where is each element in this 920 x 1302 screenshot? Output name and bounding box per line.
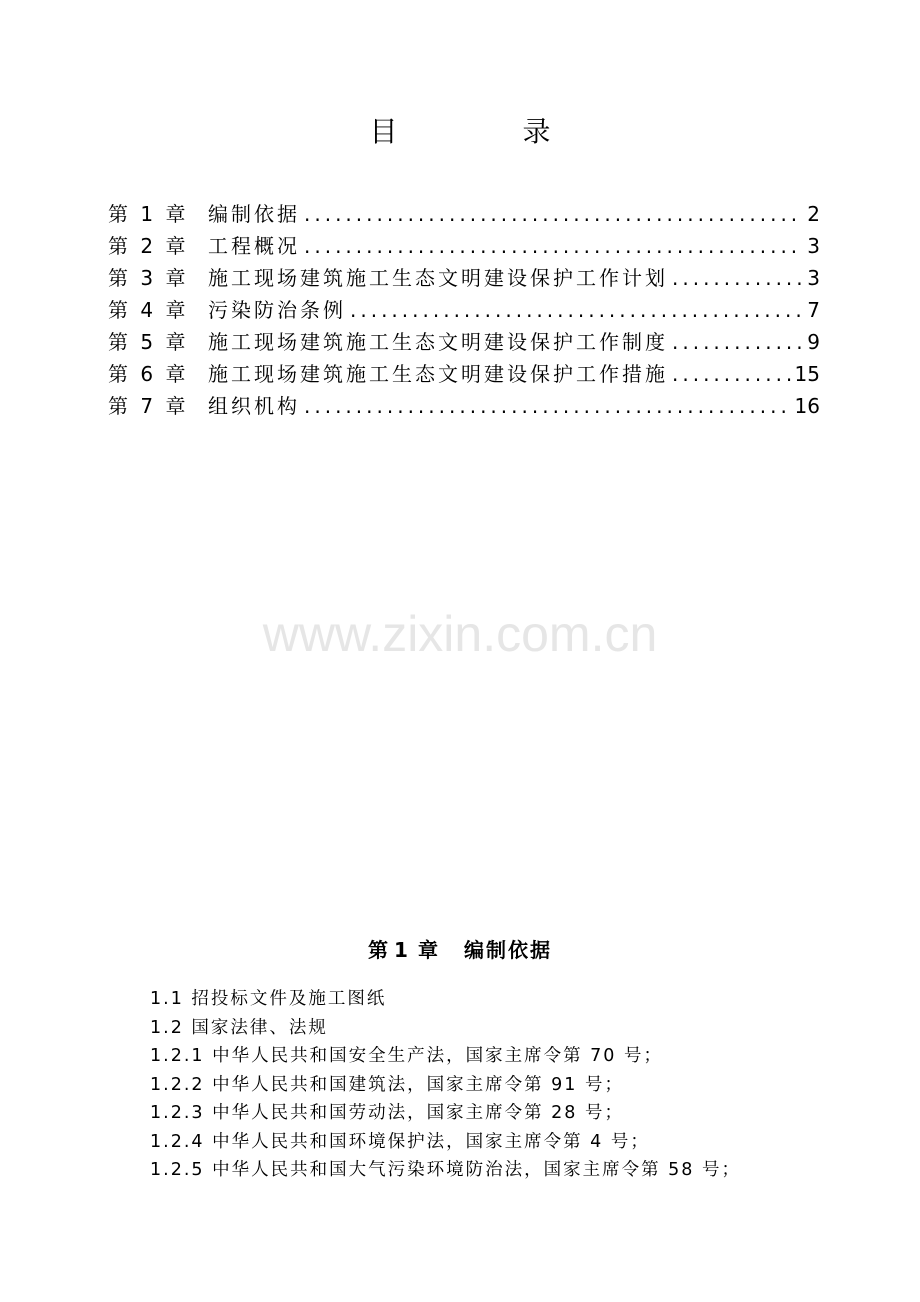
toc-chapter-title: 编制依据 <box>208 202 300 226</box>
section-item: 1.2.5 中华人民共和国大气污染环境防治法，国家主席令第 58 号； <box>150 1160 741 1180</box>
toc-chapter-title: 施工现场建筑施工生态文明建设保护工作措施 <box>208 362 668 386</box>
toc-entry-chapter-2[interactable] <box>108 230 820 262</box>
chapter-heading <box>0 934 920 966</box>
toc-chapter-title: 施工现场建筑施工生态文明建设保护工作计划 <box>208 266 668 290</box>
table-of-contents <box>108 198 820 422</box>
toc-chapter-title: 污染防治条例 <box>208 298 346 322</box>
toc-entry-chapter-5[interactable] <box>108 326 820 358</box>
section-item: 1.2.3 中华人民共和国劳动法，国家主席令第 28 号； <box>150 1103 624 1123</box>
toc-chapter-number: 第 2 章 <box>108 234 189 258</box>
toc-page-number: 3 <box>807 266 820 290</box>
toc-chapter-number: 第 5 章 <box>108 330 189 354</box>
toc-entry-chapter-1[interactable] <box>108 198 820 230</box>
toc-chapter-number: 第 6 章 <box>108 362 189 386</box>
toc-chapter-number: 第 4 章 <box>108 298 189 322</box>
toc-chapter-number: 第 7 章 <box>108 394 189 418</box>
toc-page-number: 9 <box>807 330 820 354</box>
toc-entry-chapter-7[interactable] <box>108 390 820 422</box>
toc-chapter-title: 工程概况 <box>208 234 300 258</box>
section-item: 1.2.1 中华人民共和国安全生产法，国家主席令第 70 号； <box>150 1046 663 1066</box>
section-item: 1.1 招投标文件及施工图纸 <box>150 989 387 1009</box>
toc-chapter-title: 施工现场建筑施工生态文明建设保护工作制度 <box>208 330 668 354</box>
section-list <box>150 985 850 1185</box>
watermark: www.zixin.com.cn <box>262 606 658 662</box>
section-item: 1.2.2 中华人民共和国建筑法，国家主席令第 91 号； <box>150 1074 624 1095</box>
chapter-heading-prefix: 第 <box>368 938 391 962</box>
chapter-heading-suffix: 章 <box>417 938 440 962</box>
toc-entry-chapter-3[interactable] <box>108 262 820 294</box>
toc-chapter-title: 组织机构 <box>208 394 300 418</box>
chapter-heading-number: 1 <box>394 938 410 962</box>
toc-page-number: 2 <box>807 202 820 226</box>
toc-leader-dots <box>350 294 803 326</box>
section-item: 1.2 国家法律、法规 <box>150 1017 328 1038</box>
toc-page-number: 7 <box>807 298 820 322</box>
toc-entry-chapter-4[interactable] <box>108 294 820 326</box>
toc-leader-dots <box>672 358 791 390</box>
toc-title: 目 录 <box>369 115 609 148</box>
section-item: 1.2.4 中华人民共和国环境保护法，国家主席令第 4 号； <box>150 1131 650 1152</box>
toc-leader-dots <box>672 262 803 294</box>
toc-page-number: 3 <box>807 234 820 258</box>
toc-leader-dots <box>304 390 791 422</box>
toc-entry-chapter-6[interactable] <box>108 358 820 390</box>
toc-chapter-number: 第 3 章 <box>108 266 189 290</box>
chapter-heading-title: 编制依据 <box>463 938 552 962</box>
toc-chapter-number: 第 1 章 <box>108 202 189 226</box>
toc-leader-dots <box>304 198 803 230</box>
toc-page-number: 16 <box>794 394 820 418</box>
toc-page-number: 15 <box>794 362 820 386</box>
toc-leader-dots <box>672 326 803 358</box>
toc-leader-dots <box>304 230 803 262</box>
